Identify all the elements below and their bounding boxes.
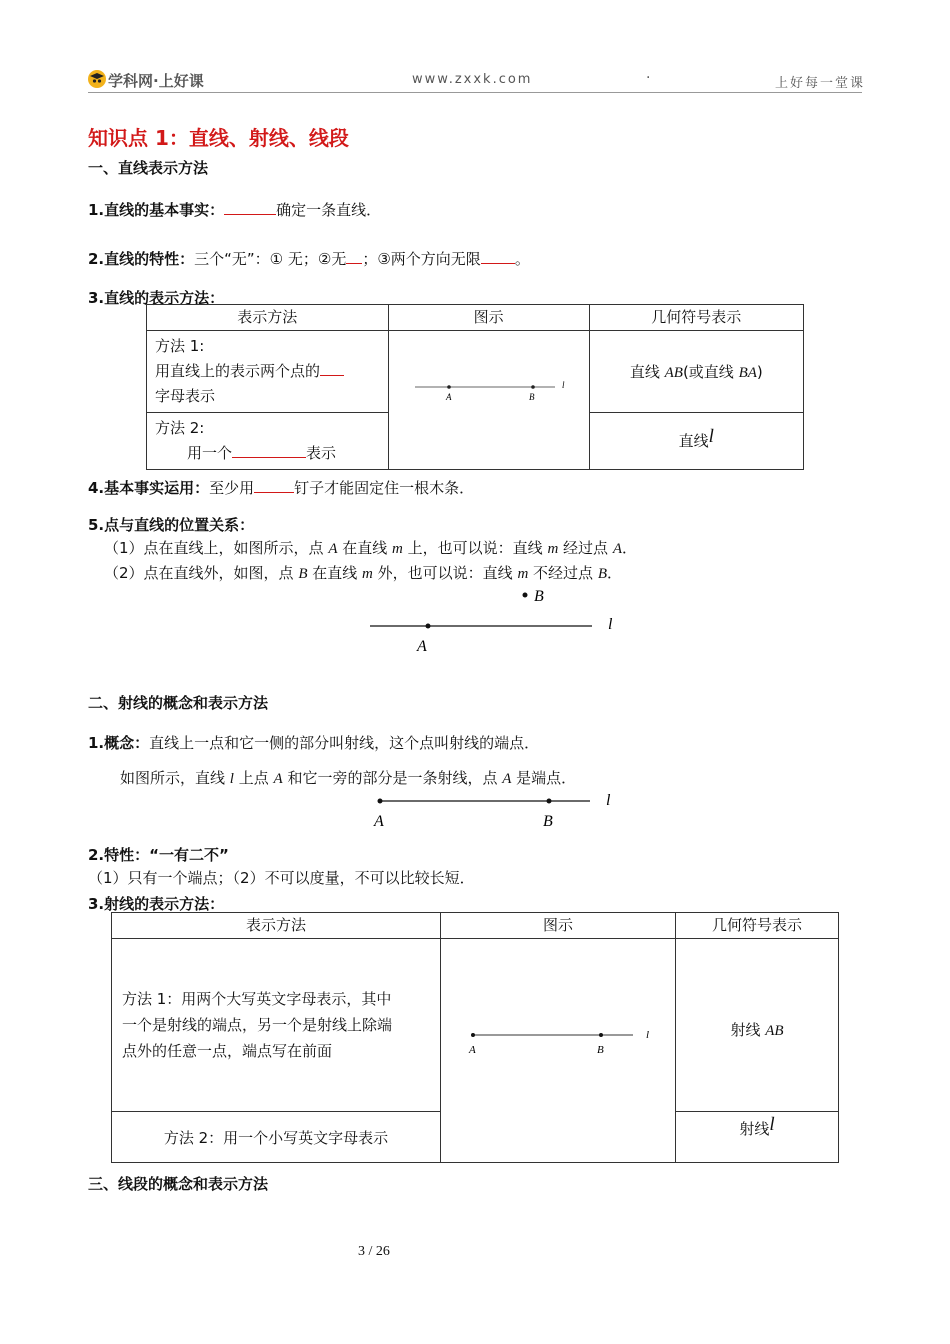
s1-item4-text-b: 钉子才能固定住一根木条． [294,479,475,497]
symbol-text: 直线 [629,363,665,381]
text: 是端点． [511,769,577,787]
table-header-cell: 图示 [441,913,676,939]
label-a: A [445,392,452,402]
s2-item3-label: 3.射线的表示方法： [88,895,225,913]
label-b: B [528,392,535,402]
label-a: A [374,813,384,830]
s1-item4-label: 4.基本事实运用： [88,479,210,497]
method1-line: 一个是射线的端点，另一个是射线上除端 [122,1016,393,1034]
s1-item3-label: 3.直线的表示方法： [88,289,225,307]
table-header-cell: 表示方法 [112,913,441,939]
method2-line2b: 表示 [306,444,337,462]
s2-item2-text: （1）只有一个端点；（2）不可以度量，不可以比较长短． [88,869,475,887]
header-slogan: 上好每一堂课 [775,76,866,91]
table-header-cell: 图示 [388,305,589,331]
var: A [328,541,338,557]
symbol-text: (或直线 [682,363,739,381]
point-b [523,593,528,598]
method1-line: 方法 1：用两个大写英文字母表示，其中 [122,990,392,1008]
point-b [547,799,552,804]
table-cell-figure [441,939,676,1163]
text: 上点 [233,769,274,787]
blank [320,361,344,376]
label-l: l [646,1029,650,1041]
label-b: B [543,813,553,830]
method1-line1: 方法 1: [155,337,205,355]
s2-item2-label: 2.特性：“一有二不” [88,846,229,864]
var: B [597,566,607,582]
var: m [517,566,529,582]
symbol-text: 射线 [739,1120,770,1138]
method1-line: 点外的任意一点，端点写在前面 [122,1042,333,1060]
text: ． [622,539,638,557]
text: ． [607,564,623,582]
text: 外，也可以说：直线 [372,564,518,582]
var: A [612,541,622,557]
header-dot: · [646,70,651,86]
method1-line3: 字母表示 [155,387,216,405]
var: B [298,566,308,582]
text: （2）点在直线外，如图，点 [104,564,299,582]
point-a [471,1033,475,1037]
table-header-cell: 几何符号表示 [676,913,839,939]
var: m [362,566,373,582]
s2-item1-text: 直线上一点和它一侧的部分叫射线，这个点叫射线的端点． [149,734,540,752]
text: 不经过点 [528,564,598,582]
table-cell-figure [388,331,589,470]
s1-item1 [88,199,381,220]
point-a [378,799,383,804]
point-a [447,385,451,389]
s2-item1 [88,732,539,753]
s1-item2-text-b: ；③两个方向无限 [362,250,481,268]
line-notation-table [146,304,804,470]
method1-line2: 用直线上的表示两个点的 [155,362,321,380]
blank [346,249,362,264]
var: A [502,771,512,787]
s1-item2-label: 2.直线的特性： [88,250,195,268]
s1-item2-text-c: 。 [514,250,530,268]
var: A [273,771,283,787]
s1-item4-text-a: 至少用 [209,479,255,497]
label-l: l [561,380,565,390]
s1-item2-text-a: 三个“无”：① 无；②无 [194,250,347,268]
table-header-cell: 表示方法 [147,305,389,331]
header-url: www.zxxk.com [412,72,533,87]
text: 如图所示，直线 [120,769,230,787]
symbol-var: AB [664,365,683,381]
method2-line1: 方法 2: [155,419,205,437]
text: （1）点在直线上，如图所示，点 [104,539,329,557]
ray-table-figure [441,939,675,1159]
blank [254,478,294,493]
section2-heading: 二、射线的概念和表示方法 [88,694,269,712]
page-title: 知识点 1：直线、射线、线段 [88,126,349,150]
blank [232,443,306,458]
symbol-var: l [769,1114,775,1135]
page-number: 3 / 26 [358,1244,390,1259]
s1-item5-label: 5.点与直线的位置关系： [88,516,255,534]
text: 和它一旁的部分是一条射线，点 [282,769,503,787]
blank [224,200,276,215]
label-l: l [606,792,611,809]
table-cell-method2 [147,413,389,470]
label-b: B [534,588,544,605]
symbol-var: BA [738,365,757,381]
blank [481,249,515,264]
logo-text: 学科网·上好课 [108,72,204,90]
symbol-text: 射线 [730,1021,766,1039]
s2-item1-label: 1.概念： [88,734,150,752]
ray-notation-table [111,912,839,1163]
ray-figure [366,788,626,832]
s1-item1-text: 确定一条直线． [276,201,382,219]
point-b [599,1033,603,1037]
method2-line2a: 用一个 [187,444,233,462]
table-cell-symbol2 [589,413,803,470]
line-figure [389,331,589,455]
section1-heading: 一、直线表示方法 [88,159,209,177]
var: l [229,771,234,787]
label-l: l [608,616,613,633]
table-cell-symbol1 [676,939,839,1112]
table-cell-symbol2 [676,1112,839,1163]
s1-item4 [88,477,474,498]
text: 在直线 [307,564,363,582]
label-b: B [597,1044,604,1056]
s1-item1-label: 1.直线的基本事实： [88,201,225,219]
text: 经过点 [558,539,613,557]
logo-icon [88,70,106,88]
symbol-var: l [708,426,714,447]
section3-heading: 三、线段的概念和表示方法 [88,1175,269,1193]
text: 上，也可以说：直线 [402,539,548,557]
symbol-var: AB [765,1023,784,1039]
symbol-text: 直线 [678,432,709,450]
label-a: A [417,638,427,655]
s1-item2 [88,248,530,269]
point-b [531,385,535,389]
var: m [547,541,559,557]
point-line-figure [360,582,630,658]
label-a: A [469,1044,476,1056]
table-cell-method1 [112,939,441,1112]
var: m [392,541,403,557]
table-cell-method1 [147,331,389,413]
table-cell-symbol1 [589,331,803,413]
table-cell-method2: 方法 2：用一个小写英文字母表示 [112,1112,441,1163]
header-rule [88,92,862,93]
s1-item5-line1 [104,537,637,558]
table-header-cell: 几何符号表示 [589,305,803,331]
s2-item1-sub [120,767,576,788]
symbol-text: ) [756,363,763,381]
point-a [426,624,431,629]
s1-item5-line2 [104,562,622,583]
text: 在直线 [337,539,393,557]
